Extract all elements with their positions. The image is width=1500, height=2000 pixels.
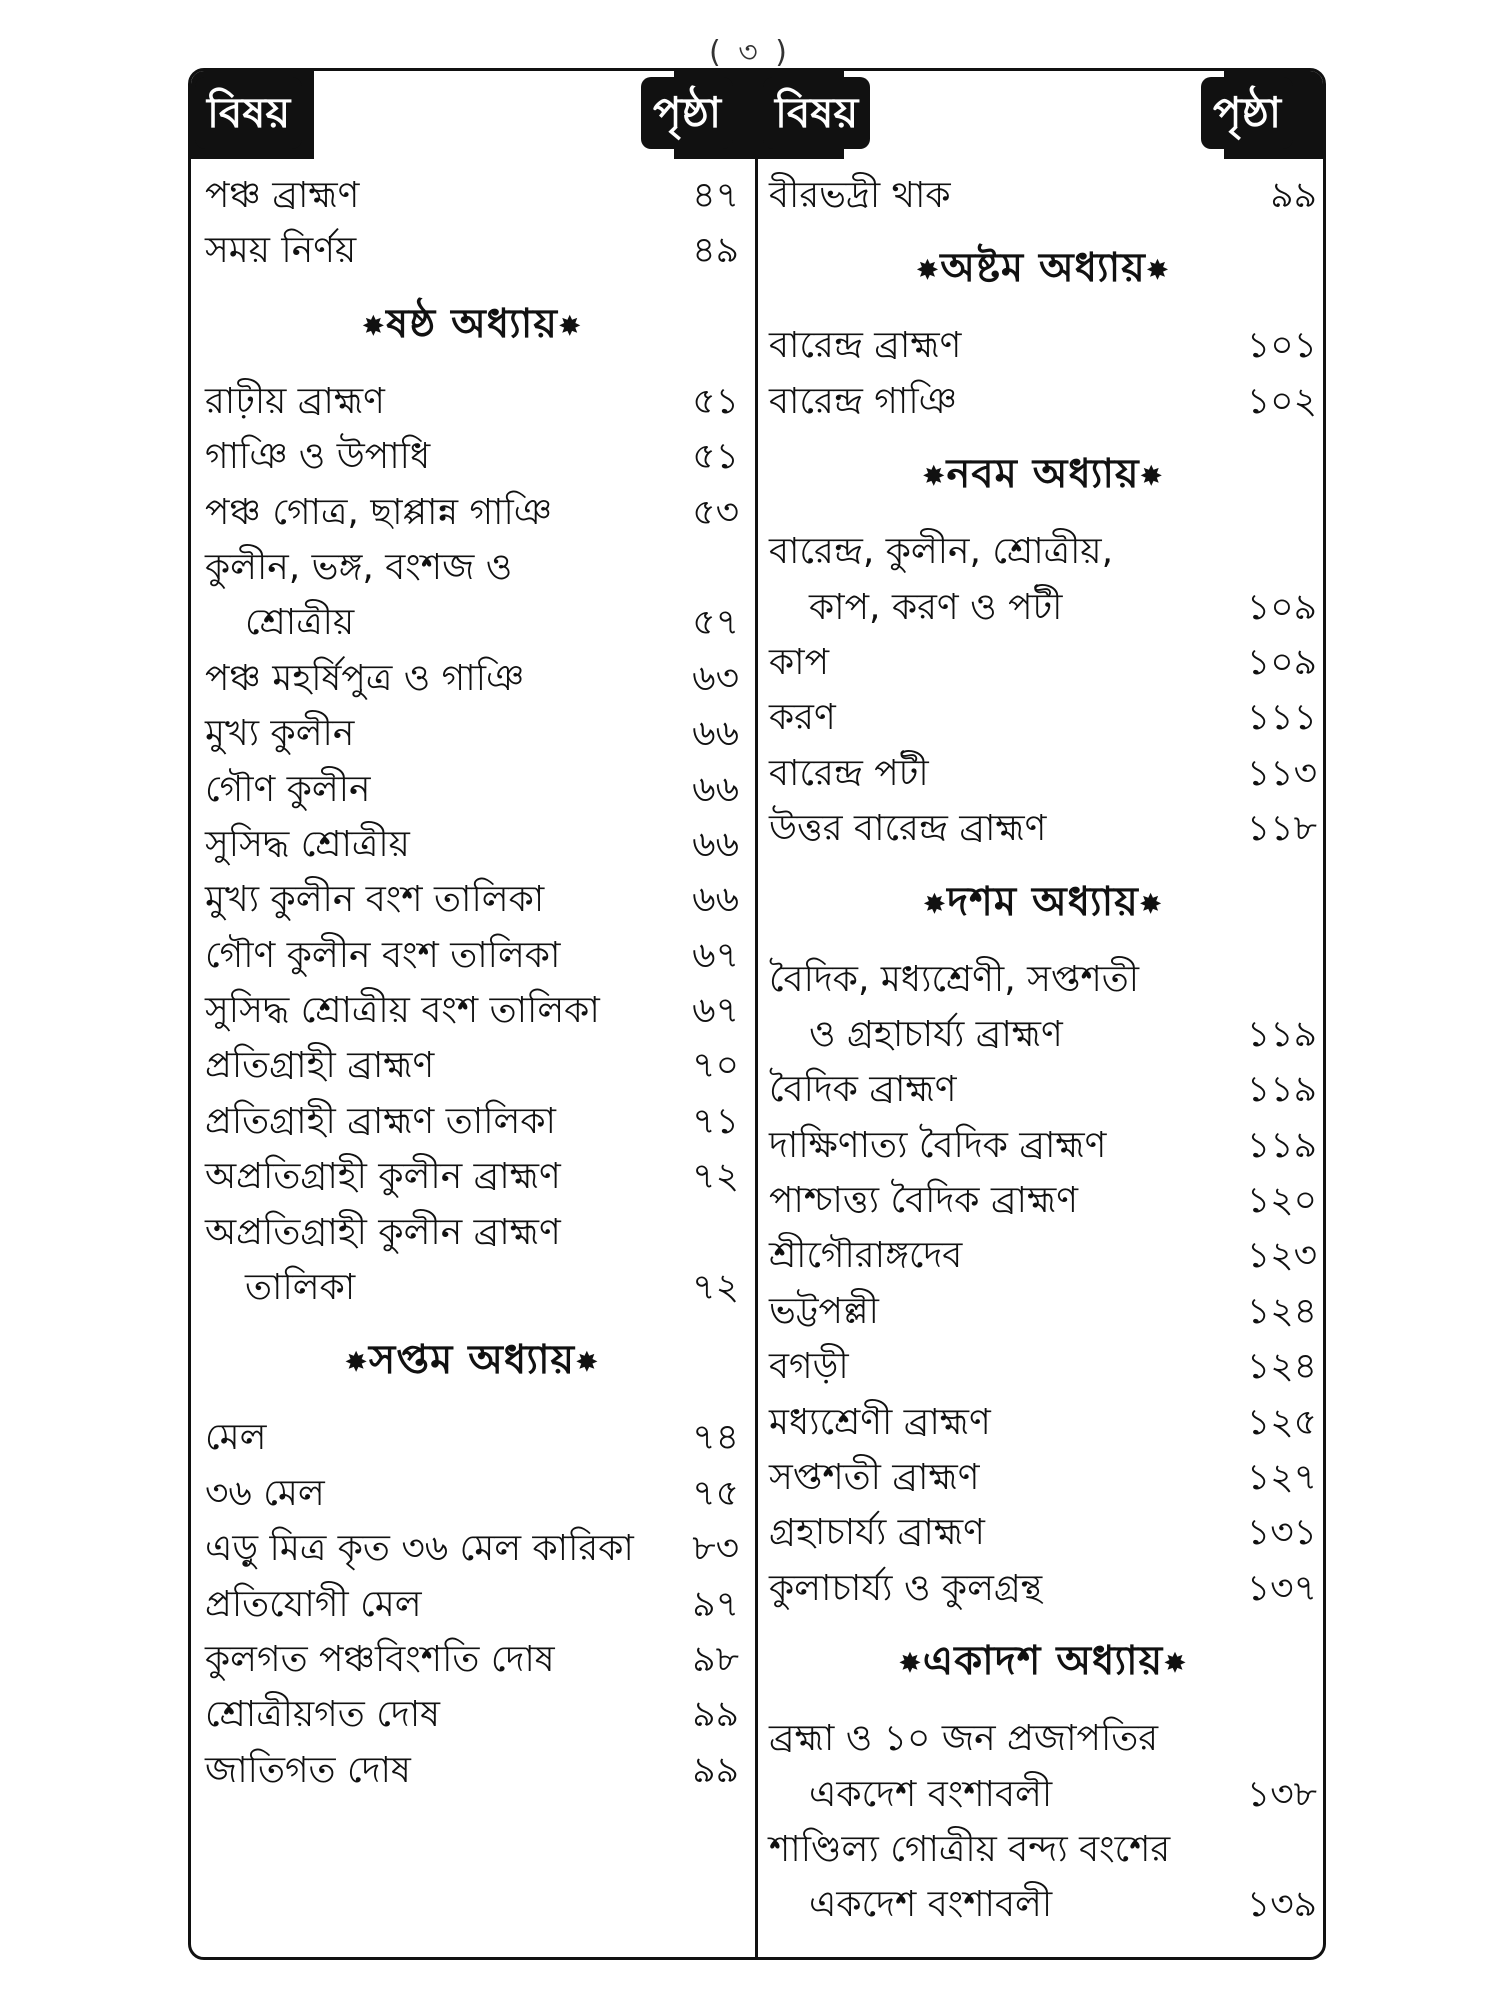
entry-title: কুলগত পঞ্চবিংশতি দোষ (205, 1638, 555, 1680)
entry-title: বারেন্দ্র ব্রাহ্মণ (769, 325, 962, 367)
toc-entry (205, 879, 739, 920)
entry-title: সপ্তশতী ব্রাহ্মণ (769, 1457, 980, 1499)
entry-title: গাঞি ও উপাধি (205, 436, 431, 478)
toc-entry (205, 1212, 739, 1253)
entry-page-number: ১২৭ (1246, 1457, 1317, 1499)
entry-title: ৩৬ মেল (205, 1472, 325, 1514)
entry-page-number: ৫১ (692, 436, 739, 478)
entry-title: অপ্রতিগ্রাহী কুলীন ব্রাহ্মণ (205, 1211, 561, 1253)
star-icon: ✸ (1139, 459, 1165, 493)
entry-page-number: ১১৮ (1246, 808, 1317, 850)
chapter-heading (205, 1328, 739, 1395)
entry-title: প্রতিগ্রাহী ব্রাহ্মণ (205, 1045, 435, 1087)
entry-page-number: ৯৭ (692, 1583, 739, 1625)
toc-entry (769, 642, 1317, 683)
toc-entry (205, 769, 739, 810)
toc-entry (769, 1069, 1317, 1110)
star-icon: ✸ (1138, 887, 1164, 921)
entry-title: একদেশ বংশাবলী (809, 1773, 1053, 1815)
entry-page-number: ৫৩ (692, 491, 739, 533)
entry-page-number: ১১৯ (1246, 1013, 1317, 1055)
table-of-contents (188, 68, 1326, 1960)
toc-entry (769, 1014, 1317, 1055)
toc-entry (769, 808, 1317, 849)
toc-entry (205, 547, 739, 588)
toc-entry (205, 1267, 739, 1308)
entry-title: মধ্যশ্রেণী ব্রাহ্মণ (769, 1401, 991, 1443)
toc-entry (769, 1512, 1317, 1553)
toc-entry (769, 325, 1317, 366)
toc-entry (205, 658, 739, 699)
entry-title: একদেশ বংশাবলী (809, 1884, 1053, 1926)
entry-page-number: ৯৯ (692, 1694, 739, 1736)
toc-entry (205, 1750, 739, 1791)
entry-title: ব্রহ্মা ও ১০ জন প্রজাপতির (769, 1718, 1159, 1760)
toc-entry (769, 1402, 1317, 1443)
toc-entry (205, 175, 739, 216)
chapter-title: অষ্টম অধ্যায় (940, 245, 1146, 292)
toc-entry (769, 1180, 1317, 1221)
star-icon: ✸ (344, 1345, 369, 1379)
chapter-title: সপ্তম অধ্যায় (368, 1337, 576, 1384)
entry-page-number: ১৩৭ (1246, 1567, 1317, 1609)
toc-entry (769, 1235, 1317, 1276)
toc-entry (205, 492, 739, 533)
entry-title: শাণ্ডিল্য গোত্রীয় বন্দ্য বংশের (769, 1828, 1171, 1870)
entry-page-number: ৭৫ (692, 1472, 739, 1514)
entry-page-number: ১১৯ (1246, 1069, 1317, 1111)
entry-title: ও গ্রহাচার্য্য ব্রাহ্মণ (809, 1013, 1063, 1055)
toc-entry (769, 587, 1317, 628)
toc-entry (769, 1774, 1317, 1815)
entry-title: জাতিগত দোষ (205, 1749, 411, 1791)
entry-page-number: ১০১ (1246, 325, 1317, 367)
header-subject-left: বিষয় (195, 77, 302, 149)
header-gap-right (841, 71, 1227, 159)
entry-page-number: ৯৮ (692, 1638, 739, 1680)
entry-title: প্রতিগ্রাহী ব্রাহ্মণ তালিকা (205, 1100, 556, 1142)
entry-title: পাশ্চাত্ত্য বৈদিক ব্রাহ্মণ (769, 1180, 1079, 1222)
star-icon: ✸ (922, 887, 948, 921)
entry-page-number: ৭৪ (692, 1417, 739, 1459)
star-icon: ✸ (361, 309, 387, 343)
entry-page-number: ৬৬ (692, 768, 739, 810)
entry-title: রাঢ়ীয় ব্রাহ্মণ (205, 380, 385, 422)
entry-page-number: ১১৯ (1246, 1124, 1317, 1166)
entry-title: গ্রহাচার্য্য ব্রাহ্মণ (769, 1512, 985, 1554)
chapter-heading (769, 236, 1317, 303)
toc-entry (769, 1829, 1317, 1870)
entry-page-number: ১৩৮ (1246, 1773, 1317, 1815)
star-icon: ✸ (1163, 1646, 1188, 1680)
entry-title: সুসিদ্ধ শ্রোত্রীয় বংশ তালিকা (205, 990, 600, 1032)
entry-title: অপ্রতিগ্রাহী কুলীন ব্রাহ্মণ (205, 1156, 561, 1198)
entry-page-number: ১৩৯ (1246, 1884, 1317, 1926)
entry-page-number: ৬৬ (692, 823, 739, 865)
toc-entry (769, 381, 1317, 422)
entry-title: বীরভদ্রী থাক (769, 175, 951, 216)
toc-entry (769, 1291, 1317, 1332)
entry-title: কুলীন, ভঙ্গ, বংশজ ও (205, 546, 513, 588)
left-column (205, 175, 739, 1805)
toc-entry (769, 1346, 1317, 1387)
star-icon: ✸ (921, 459, 947, 493)
toc-entry (769, 753, 1317, 794)
entry-title: বৈদিক ব্রাহ্মণ (769, 1069, 957, 1111)
entry-page-number: ১১৩ (1246, 752, 1317, 794)
entry-title: কাপ, করণ ও পটী (809, 586, 1063, 628)
entry-page-number: ৬৬ (692, 713, 739, 755)
star-icon: ✸ (898, 1646, 923, 1680)
page-number: ( ৩ ) (709, 35, 791, 70)
entry-page-number: ৬৩ (692, 657, 739, 699)
header-subject-right: বিষয় (763, 77, 870, 149)
entry-page-number: ৭২ (692, 1267, 739, 1309)
entry-page-number: ১২৪ (1246, 1346, 1317, 1388)
entry-title: সুসিদ্ধ শ্রোত্রীয় (205, 823, 410, 865)
entry-title: শ্রোত্রীয়গত দোষ (205, 1694, 441, 1736)
entry-title: বারেন্দ্র গাঞি (769, 380, 957, 422)
toc-entry (205, 1045, 739, 1086)
entry-page-number: ৯৯ (692, 1749, 739, 1791)
entry-page-number: ১৩১ (1246, 1512, 1317, 1554)
toc-entry (205, 381, 739, 422)
chapter-heading (205, 292, 739, 359)
entry-title: মুখ্য কুলীন (205, 713, 355, 755)
toc-entry (769, 697, 1317, 738)
entry-title: শ্রীগৌরাঙ্গদেব (769, 1235, 963, 1277)
toc-entry (205, 1417, 739, 1458)
entry-page-number: ৬৬ (692, 879, 739, 921)
entry-page-number: ৬৭ (692, 934, 739, 976)
chapter-heading (769, 870, 1317, 937)
entry-page-number: ১১১ (1246, 697, 1317, 739)
toc-entry (769, 1884, 1317, 1925)
chapter-title: নবম অধ্যায় (946, 451, 1140, 498)
toc-entry (205, 990, 739, 1031)
toc-entry (205, 713, 739, 754)
toc-entry (769, 1568, 1317, 1609)
star-icon: ✸ (1145, 253, 1171, 287)
entry-page-number: ৪৯ (692, 230, 739, 272)
entry-title: মেল (205, 1417, 267, 1459)
entry-page-number: ১০৯ (1246, 641, 1317, 683)
toc-entry (205, 1101, 739, 1142)
entry-page-number: ৭২ (692, 1156, 739, 1198)
entry-page-number: ১২৪ (1246, 1290, 1317, 1332)
entry-title: পঞ্চ গোত্র, ছাপ্পান্ন গাঞি (205, 491, 552, 533)
entry-title: প্রতিযোগী মেল (205, 1583, 422, 1625)
entry-page-number: ১২৩ (1246, 1235, 1317, 1277)
right-column (769, 175, 1317, 1940)
entry-title: গৌণ কুলীন বংশ তালিকা (205, 934, 561, 976)
entry-title: করণ (769, 697, 836, 739)
entry-page-number: ৯৯ (1270, 175, 1317, 216)
entry-page-number: ১২৫ (1246, 1401, 1317, 1443)
header-page-right: পৃষ্ঠা (1201, 77, 1293, 149)
entry-title: শ্রোত্রীয় (245, 602, 355, 644)
entry-title: সময় নির্ণয় (205, 230, 357, 272)
toc-entry (769, 1125, 1317, 1166)
entry-title: বারেন্দ্র, কুলীন, শ্রোত্রীয়, (769, 531, 1114, 573)
entry-title: দাক্ষিণাত্য বৈদিক ব্রাহ্মণ (769, 1124, 1107, 1166)
entry-page-number: ৭১ (692, 1100, 739, 1142)
toc-entry (769, 531, 1317, 572)
toc-entry (205, 935, 739, 976)
chapter-title: ষষ্ঠ অধ্যায় (386, 300, 558, 347)
entry-title: পঞ্চ ব্রাহ্মণ (205, 175, 360, 216)
toc-entry (769, 1457, 1317, 1498)
entry-page-number: ১০৯ (1246, 586, 1317, 628)
header-page-left: পৃষ্ঠা (641, 77, 733, 149)
entry-title: ভট্টপল্লী (769, 1290, 879, 1332)
chapter-heading (769, 442, 1317, 509)
column-divider (755, 71, 758, 1957)
entry-page-number: ৮৩ (692, 1528, 739, 1570)
entry-title: তালিকা (245, 1267, 356, 1309)
entry-title: পঞ্চ মহর্ষিপুত্র ও গাঞি (205, 657, 525, 699)
entry-page-number: ১২০ (1246, 1180, 1317, 1222)
entry-page-number: ৪৭ (692, 175, 739, 216)
header-gap-left (311, 71, 677, 159)
toc-entry (205, 1528, 739, 1569)
toc-entry (769, 959, 1317, 1000)
toc-entry (205, 230, 739, 271)
toc-entry (769, 175, 1317, 216)
toc-entry (205, 1156, 739, 1197)
toc-entry (205, 1473, 739, 1514)
toc-entry (205, 1694, 739, 1735)
toc-entry (205, 436, 739, 477)
entry-title: গৌণ কুলীন (205, 768, 371, 810)
entry-title: উত্তর বারেন্দ্র ব্রাহ্মণ (769, 808, 1047, 850)
entry-page-number: ৫১ (692, 380, 739, 422)
star-icon: ✸ (575, 1345, 600, 1379)
entry-page-number: ৬৭ (692, 990, 739, 1032)
entry-title: বারেন্দ্র পটী (769, 752, 929, 794)
entry-title: মুখ্য কুলীন বংশ তালিকা (205, 879, 545, 921)
entry-page-number: ৭০ (692, 1045, 739, 1087)
toc-entry (769, 1718, 1317, 1759)
entry-title: এড়ু মিত্র কৃত ৩৬ মেল কারিকা (205, 1528, 634, 1570)
star-icon: ✸ (915, 253, 941, 287)
star-icon: ✸ (557, 309, 583, 343)
toc-entry (205, 602, 739, 643)
toc-entry (205, 824, 739, 865)
entry-title: বগড়ী (769, 1346, 849, 1388)
chapter-title: দশম অধ্যায় (947, 878, 1139, 925)
chapter-heading (769, 1629, 1317, 1696)
toc-entry (205, 1584, 739, 1625)
entry-title: কাপ (769, 641, 830, 683)
entry-title: কুলাচার্য্য ও কুলগ্রন্থ (769, 1567, 1043, 1609)
toc-entry (205, 1639, 739, 1680)
entry-page-number: ৫৭ (692, 602, 739, 644)
entry-title: বৈদিক, মধ্যশ্রেণী, সপ্তশতী (769, 958, 1140, 1000)
entry-page-number: ১০২ (1246, 380, 1317, 422)
chapter-title: একাদশ অধ্যায় (922, 1638, 1164, 1685)
